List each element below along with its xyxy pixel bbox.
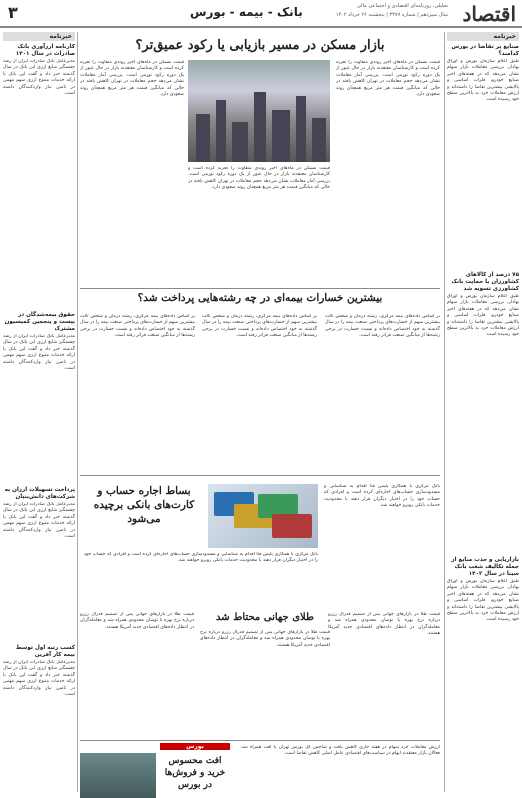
news-headline: کسب رتبه اول توسط بیمه کار آفرین bbox=[15, 645, 75, 658]
gold-body: قیمت طلا در بازارهای جهانی پس از تصمیم فدرال رزرو درباره نرخ بهره با نوسان محدودی همراه شد و معامله‌گران در انتظار داده‌های اقتصادی جدید آمریکا هستند. bbox=[328, 612, 440, 637]
housing-body: قیمت مسکن در ماه‌های اخیر روندی متفاوت را تجربه کرده است و کارشناسان معتقدند بازار در حال عبور از یک دوره رکود تورمی است. بررسی آمار معاملات نشان می‌دهد حجم معاملات در تهران کاهش یافته در حالی که میانگین قیمت هر متر مربع همچنان روند صعودی دارد. bbox=[80, 60, 184, 98]
insurance-body: بر اساس داده‌های بیمه مرکزی، رشته درمان و شخص ثالث بیشترین سهم از خسارت‌های پرداختی صنعت بیمه را در سال گذشته به خود اختصاص داده‌اند و نسبت خسارت در برخی رشته‌ها از میانگین صنعت فراتر رفته است. bbox=[325, 314, 440, 339]
cards-headline: بساط اجاره حساب و کارت‌های بانکی برچیده می‌شود bbox=[93, 485, 195, 525]
city-photo bbox=[188, 60, 330, 162]
bourse-box bbox=[80, 740, 440, 798]
column-label: خبرنامه bbox=[447, 32, 519, 41]
bourse-headline: افت محسوس خرید و فروش‌ها در بورس bbox=[164, 756, 226, 790]
left-news-column bbox=[3, 32, 75, 792]
bourse-body: ارزش معاملات خرد سهام در هفته جاری کاهش یافت و شاخص کل بورس تهران با افت همراه شد. فعالان بازار معتقدند ابهام در سیاست‌های اقتصادی عامل اصلی کاهش تقاضا است. bbox=[240, 745, 440, 757]
housing-body: قیمت مسکن در ماه‌های اخیر روندی متفاوت را تجربه کرده است و کارشناسان معتقدند بازار در حال عبور از یک دوره رکود تورمی است. بررسی آمار معاملات نشان می‌دهد حجم معاملات در تهران کاهش یافته در حالی که میانگین قیمت هر متر مربع همچنان روند صعودی دارد. bbox=[188, 166, 330, 191]
masthead bbox=[0, 0, 522, 28]
gold-body: قیمت طلا در بازارهای جهانی پس از تصمیم فدرال رزرو درباره نرخ بهره با نوسان محدودی همراه شد و معامله‌گران در انتظار داده‌های اقتصادی جدید آمریکا هستند. bbox=[200, 630, 330, 648]
news-body: مدیرعامل بانک صادرات ایران از رشد چشمگیر منابع ارزی این بانک در سال گذشته خبر داد و گفت این بانک با ارائه خدمات متنوع ارزی سهم مهمی در تامین نیاز واردکنندگان داشته است. bbox=[3, 660, 75, 698]
column-label: خبرنامه bbox=[3, 32, 75, 41]
cards-body: بانک مرکزی با همکاری پلیس فتا اقدام به شناسایی و مسدودسازی حساب‌های اجاره‌ای کرده است و افرادی که حساب خود را در اختیار دیگران قرار دهند با محدودیت خدمات بانکی روبرو خواهند شد. bbox=[324, 484, 440, 509]
news-body: مدیرعامل بانک صادرات ایران از رشد چشمگیر منابع ارزی این بانک در سال گذشته خبر داد و گفت این بانک با ارائه خدمات متنوع ارزی سهم مهمی در تامین نیاز واردکنندگان داشته است. bbox=[3, 59, 75, 97]
tagline: تحلیلی، روزنامه‌ای اقتصادی و اجتماعی مالی bbox=[356, 3, 448, 9]
section-title: بانک - بیمه - بورس bbox=[190, 5, 303, 19]
insurance-body: بر اساس داده‌های بیمه مرکزی، رشته درمان و شخص ثالث بیشترین سهم از خسارت‌های پرداختی صنعت بیمه را در سال گذشته به خود اختصاص داده‌اند و نسبت خسارت در برخی رشته‌ها از میانگین صنعت فراتر رفته است. bbox=[202, 314, 317, 339]
main-content bbox=[80, 32, 440, 792]
newspaper-logo: اقتصاد bbox=[462, 2, 516, 26]
news-body: طبق اعلام سازمان بورس و اوراق بهادار، بررسی معاملات بازار سهام نشان می‌دهد که در هفته‌های اخیر صنایع خودرو، فلزات اساسی و پالایشی بیشترین تقاضا را داشته‌اند و ارزش معاملات خرد به بالاترین سطح خود رسیده است. bbox=[447, 59, 519, 103]
bourse-photo bbox=[80, 753, 156, 798]
insurance-headline: بیشترین خسارات بیمه‌ای در چه رشته‌هایی پرداخت شد؟ bbox=[137, 292, 383, 304]
news-body: مدیرعامل بانک صادرات ایران از رشد چشمگیر منابع ارزی این بانک در سال گذشته خبر داد و گفت این بانک با ارائه خدمات متنوع ارزی سهم مهمی در تامین نیاز واردکنندگان داشته است. bbox=[3, 334, 75, 372]
news-body: طبق اعلام سازمان بورس و اوراق بهادار، بررسی معاملات بازار سهام نشان می‌دهد که در هفته‌های اخیر صنایع خودرو، فلزات اساسی و پالایشی بیشترین تقاضا را داشته‌اند و ارزش معاملات خرد به بالاترین سطح خود رسیده است. bbox=[447, 579, 519, 623]
housing-body: قیمت مسکن در ماه‌های اخیر روندی متفاوت را تجربه کرده است و کارشناسان معتقدند بازار در حال عبور از یک دوره رکود تورمی است. بررسی آمار معاملات نشان می‌دهد حجم معاملات در تهران کاهش یافته در حالی که میانگین قیمت هر متر مربع همچنان روند صعودی دارد. bbox=[336, 60, 440, 98]
gold-body: قیمت طلا در بازارهای جهانی پس از تصمیم فدرال رزرو درباره نرخ بهره با نوسان محدودی همراه شد و معامله‌گران در انتظار داده‌های اقتصادی جدید آمریکا هستند. bbox=[80, 612, 194, 630]
news-body: مدیرعامل بانک صادرات ایران از رشد چشمگیر منابع ارزی این بانک در سال گذشته خبر داد و گفت این بانک با ارائه خدمات متنوع ارزی سهم مهمی در تامین نیاز واردکنندگان داشته است. bbox=[3, 502, 75, 540]
news-body: طبق اعلام سازمان بورس و اوراق بهادار، بررسی معاملات بازار سهام نشان می‌دهد که در هفته‌های اخیر صنایع خودرو، فلزات اساسی و پالایشی بیشترین تقاضا را داشته‌اند و ارزش معاملات خرد به بالاترین سطح خود رسیده است. bbox=[447, 294, 519, 338]
cards-body: بانک مرکزی با همکاری پلیس فتا اقدام به شناسایی و مسدودسازی حساب‌های اجاره‌ای کرده است و افرادی که حساب خود را در اختیار دیگران قرار دهند با محدودیت خدمات بانکی روبرو خواهند شد. bbox=[84, 552, 318, 564]
news-headline: بازاریابی و جذب منابع از جمله تکالیف شعب بانک سینا در سال ۱۴۰۲ bbox=[451, 557, 519, 577]
bourse-tag: بورس bbox=[160, 743, 230, 750]
news-headline: حقوق بیمه‌شدگان در بیست و پنجمین کمیسیون مشترک bbox=[4, 312, 75, 332]
news-headline: پرداخت تسهیلات ارزان به شرکت‌های دانش‌بنیان bbox=[4, 487, 75, 500]
right-news-column bbox=[447, 32, 519, 792]
news-headline: کارنامه ارزآوری بانک صادرات در سال ۱۴۰۱ bbox=[15, 44, 75, 57]
news-headline: صنایع پر تقاضا در بورس کدامند؟ bbox=[451, 44, 519, 57]
page-number: ۳ bbox=[8, 3, 18, 22]
housing-headline: بازار مسکن در مسیر بازیابی یا رکود عمیق‌تر؟ bbox=[135, 38, 385, 53]
insurance-body: بر اساس داده‌های بیمه مرکزی، رشته درمان و شخص ثالث بیشترین سهم از خسارت‌های پرداختی صنعت بیمه را در سال گذشته به خود اختصاص داده‌اند و نسبت خسارت در برخی رشته‌ها از میانگین صنعت فراتر رفته است. bbox=[80, 314, 195, 339]
news-headline: ۷۵ درصد از کالاهای کشاورزان با حمایت بانک کشاورزی تسویه شد bbox=[451, 272, 519, 292]
column-divider bbox=[444, 32, 445, 792]
issue-meta: سال سیزدهم | شماره ۳۴۷۷ | پنجشنبه ۲۶ خرداد ۱۴۰۲ bbox=[335, 12, 448, 18]
gold-headline: طلای جهانی محتاط شد bbox=[216, 612, 314, 623]
column-divider bbox=[77, 32, 78, 792]
bank-cards-photo bbox=[208, 484, 318, 548]
